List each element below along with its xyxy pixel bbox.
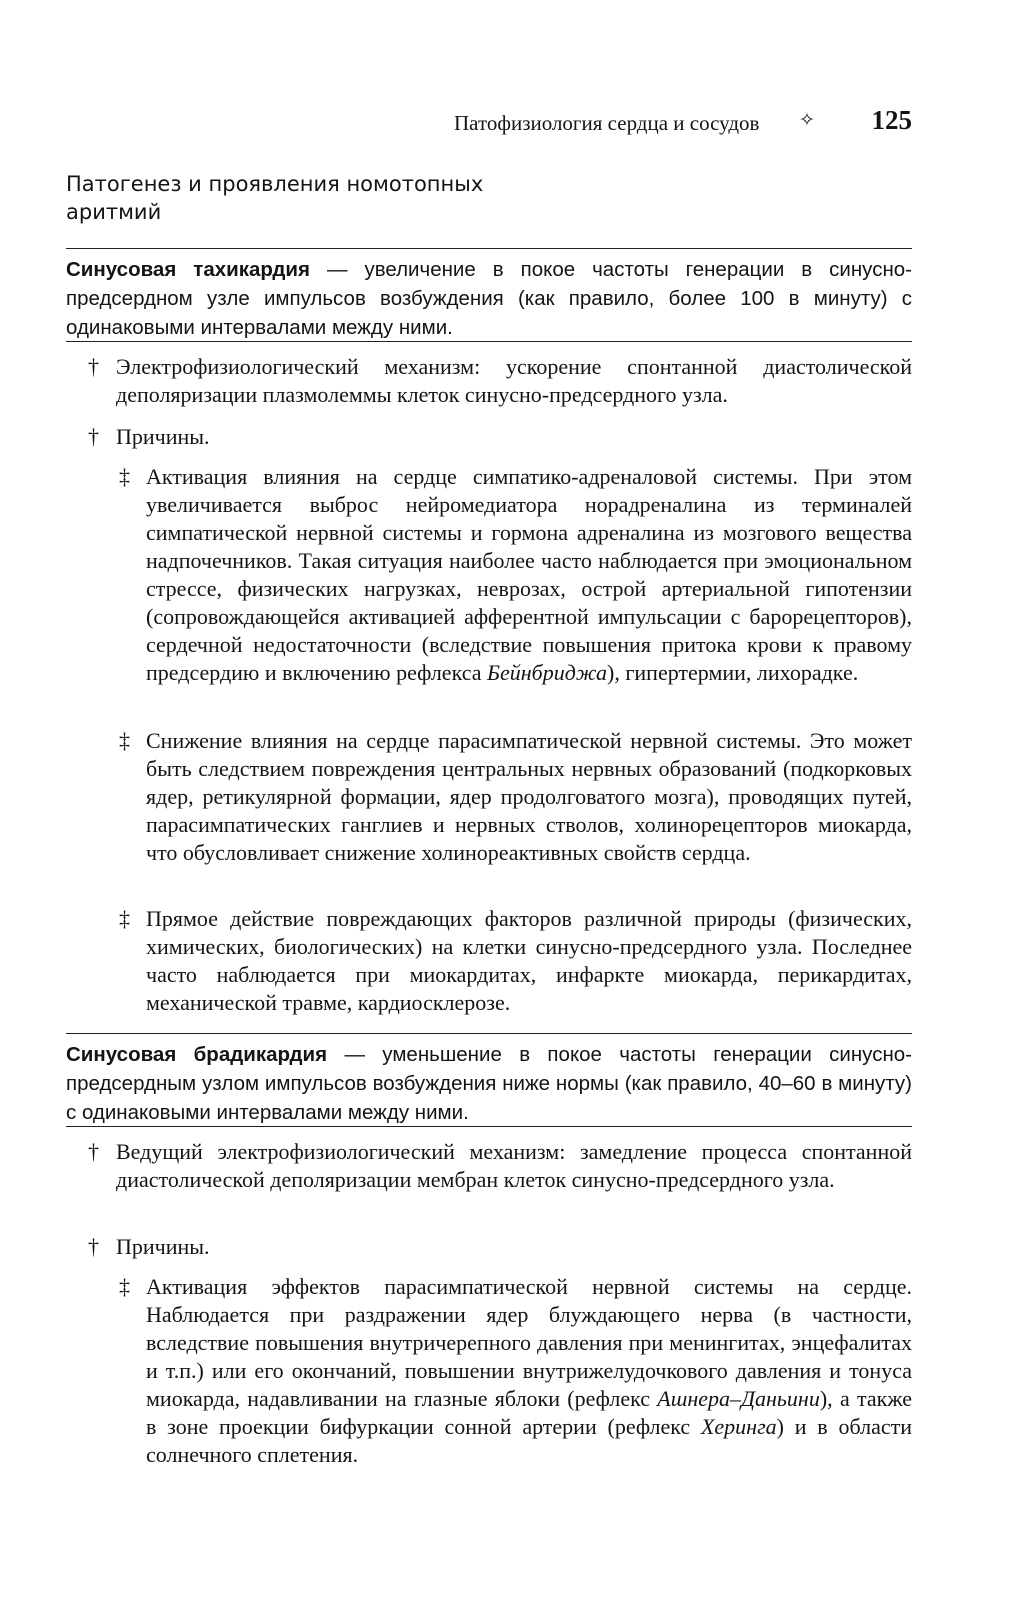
bradycardia-mechanism: Ведущий электрофизиологический механизм: замедление процесса спонтанной диастолической деполяризации мембран клеток синусно-предсердного узла.	[116, 1139, 912, 1192]
tachycardia-definition: — увеличение в покое частоты генерации в синусно-предсердном узле импульсов возбуждения (как правило, более 100 в минуту) с одинаковыми интервалами между ними.	[66, 258, 912, 339]
tachycardia-term: Синусовая тахикардия	[66, 258, 310, 281]
bradycardia-causes-item	[88, 1233, 912, 1261]
dagger-bullet-icon: †	[88, 1139, 99, 1164]
bradycardia-causes-label: Причины.	[116, 1234, 210, 1259]
ornament-icon: ✧	[799, 110, 815, 131]
bradycardia-definition-box	[66, 1033, 912, 1127]
tachycardia-cause1-text: Активация влияния на сердце симпатико-адреналовой системы. При этом увеличивается выброс нейромедиатора норадреналина из терминалей симпатической нервной системы и гормона адреналина из мозгового вещества надпочечников. Такая ситуация наиболее часто наблюдается при эмоциональном стрессе, физических нагрузках, неврозах, острой артериальной гипотензии (сопровождающейся активацией афферентной импульсации с барорецепторов), сердечной недостаточности (вследствие повышения притока крови к правому предсердию и включению рефлекса	[146, 464, 912, 685]
tachycardia-definition-box	[66, 248, 912, 342]
section-title-line: аритмий	[66, 200, 162, 224]
running-header	[440, 105, 912, 140]
section-title	[66, 170, 506, 226]
dagger-bullet-icon: †	[88, 354, 99, 379]
tachycardia-mechanism: Электрофизиологический механизм: ускорение спонтанной диастолической деполяризации плазмолеммы клеток синусно-предсердного узла.	[116, 354, 912, 407]
tachycardia-cause-item	[119, 727, 912, 867]
double-dagger-bullet-icon: ‡	[119, 728, 130, 753]
eponym-bainbridge: Бейнбриджа	[487, 660, 608, 685]
dagger-bullet-icon: †	[88, 1234, 99, 1259]
page-number: 125	[871, 105, 912, 135]
double-dagger-bullet-icon: ‡	[119, 464, 130, 489]
section-title-line: Патогенез и проявления номотопных	[66, 172, 484, 196]
tachycardia-causes-label: Причины.	[116, 424, 210, 449]
bradycardia-definition: — уменьшение в покое частоты генерации синусно-предсердным узлом импульсов возбуждения ниже нормы (как правило, 40–60 в минуту) с одинаковыми интервалами между ними.	[66, 1043, 912, 1124]
double-dagger-bullet-icon: ‡	[119, 1274, 130, 1299]
double-dagger-bullet-icon: ‡	[119, 906, 130, 931]
tachycardia-cause-item	[119, 463, 912, 687]
tachycardia-mechanism-item	[88, 353, 912, 409]
bradycardia-mechanism-item	[88, 1138, 912, 1194]
tachycardia-cause2-text: Снижение влияния на сердце парасимпатической нервной системы. Это может быть следствием повреждения центральных нервных образований (подкорковых ядер, ретикулярной формации, ядер продолговатого мозга), проводящих путей, парасимпатических ганглиев и нервных стволов, холинорецепторов миокарда, что обусловливает снижение холинореактивных свойств сердца.	[146, 728, 912, 865]
bradycardia-cause-item	[119, 1273, 912, 1469]
eponym-hering: Херинга	[700, 1414, 777, 1439]
tachycardia-cause3-text: Прямое действие повреждающих факторов различной природы (физических, химических, биологических) на клетки синусно-предсердного узла. Последнее часто наблюдается при миокардитах, инфаркте миокарда, перикардитах, механической травме, кардиосклерозе.	[146, 906, 912, 1015]
bradycardia-cause1-text-end: ) и в области солнечного сплетения.	[146, 1414, 912, 1467]
bradycardia-cause1-text-mid: ), а также в зоне проекции бифуркации сонной артерии (рефлекс	[146, 1386, 912, 1439]
running-title: Патофизиология сердца и сосудов	[454, 111, 760, 135]
tachycardia-cause1-text-end: ), гипертермии, лихорадке.	[607, 660, 859, 685]
bradycardia-cause1-text: Активация эффектов парасимпатической нервной системы на сердце. Наблюдается при раздражении ядер блуждающего нерва (в частности, вследствие повышения внутричерепного давления при менингитах, энцефалитах и т.п.) или его окончаний, повышении внутрижелудочкового давления и тонуса миокарда, надавливании на глазные яблоки (рефлекс	[146, 1274, 912, 1411]
tachycardia-causes-item	[88, 423, 912, 451]
dagger-bullet-icon: †	[88, 424, 99, 449]
bradycardia-term: Синусовая брадикардия	[66, 1043, 328, 1066]
eponym-aschner-dagnini: Ашнера–Даньини	[657, 1386, 820, 1411]
tachycardia-cause-item	[119, 905, 912, 1017]
